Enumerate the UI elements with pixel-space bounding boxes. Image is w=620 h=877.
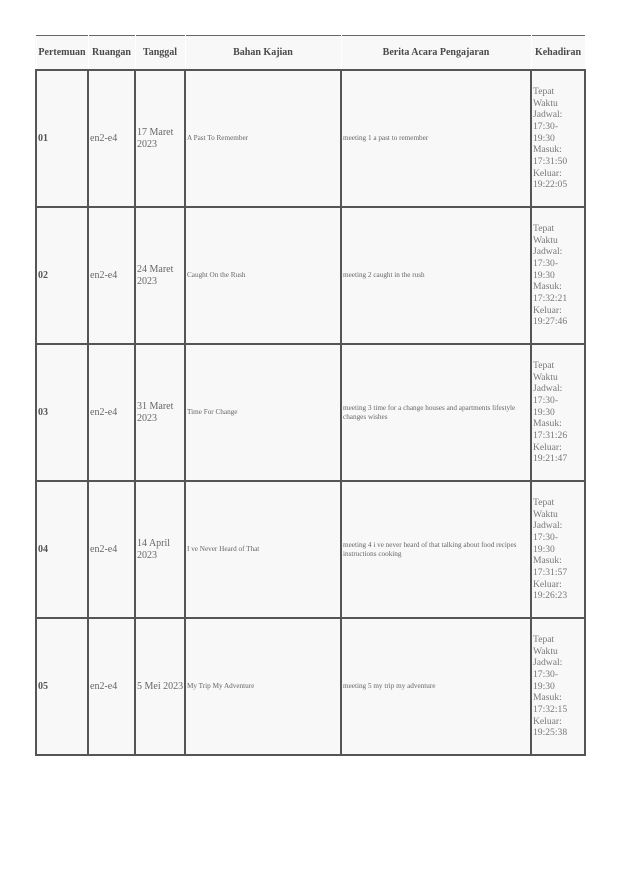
kehadiran-line: Jadwal: (533, 657, 563, 669)
cell-kehadiran (531, 481, 585, 618)
cell-pertemuan: 01 (36, 70, 88, 207)
kehadiran-line: 17:31:26 (533, 430, 568, 442)
cell-tanggal: 24 Maret 2023 (135, 207, 185, 344)
kehadiran-line: Jadwal: (533, 246, 563, 258)
kehadiran-line: 19:21:47 (533, 453, 568, 465)
header-bahan-kajian: Bahan Kajian (185, 36, 341, 71)
kehadiran-line: Keluar: (533, 715, 562, 727)
cell-berita-acara: meeting 4 i ve never heard of that talking about food recipes instructions cooking (341, 481, 531, 618)
cell-bahan-kajian: My Trip My Adventure (185, 618, 341, 755)
kehadiran-line: Tepat (533, 222, 555, 234)
kehadiran-line: 17:30- (533, 120, 559, 132)
kehadiran-line: 19:22:05 (533, 179, 568, 191)
cell-kehadiran (531, 70, 585, 207)
cell-tanggal: 17 Maret 2023 (135, 70, 185, 207)
table-row (36, 207, 585, 344)
kehadiran-line: Waktu (533, 508, 558, 520)
kehadiran-line: Keluar: (533, 304, 562, 316)
kehadiran-line: Jadwal: (533, 383, 563, 395)
kehadiran-line: Masuk: (533, 692, 562, 704)
cell-bahan-kajian: Caught On the Rush (185, 207, 341, 344)
kehadiran-line: 19:30 (533, 680, 555, 692)
kehadiran-line: Tepat (533, 496, 555, 508)
cell-berita-acara: meeting 3 time for a change houses and apartments lifestyle changes wishes (341, 344, 531, 481)
cell-pertemuan: 03 (36, 344, 88, 481)
kehadiran-line: Waktu (533, 645, 558, 657)
kehadiran-line: Waktu (533, 97, 558, 109)
cell-ruangan: en2-e4 (88, 344, 135, 481)
kehadiran-line: 19:25:38 (533, 727, 568, 739)
cell-pertemuan: 02 (36, 207, 88, 344)
kehadiran-line: Waktu (533, 234, 558, 246)
header-row (36, 36, 585, 71)
kehadiran-line: 19:30 (533, 543, 555, 555)
cell-pertemuan: 04 (36, 481, 88, 618)
cell-pertemuan: 05 (36, 618, 88, 755)
cell-tanggal: 31 Maret 2023 (135, 344, 185, 481)
kehadiran-line: Masuk: (533, 281, 562, 293)
kehadiran-line: 17:30- (533, 668, 559, 680)
kehadiran-line: Tepat (533, 633, 555, 645)
cell-bahan-kajian: I ve Never Heard of That (185, 481, 341, 618)
kehadiran-line: Tepat (533, 359, 555, 371)
kehadiran-line: Tepat (533, 85, 555, 97)
kehadiran-line: 17:32:21 (533, 293, 568, 305)
cell-berita-acara: meeting 1 a past to remember (341, 70, 531, 207)
kehadiran-line: Masuk: (533, 418, 562, 430)
kehadiran-line: Waktu (533, 371, 558, 383)
table-body (36, 70, 585, 755)
kehadiran-line: Keluar: (533, 167, 562, 179)
kehadiran-line: 17:30- (533, 257, 559, 269)
header-ruangan: Ruangan (88, 36, 135, 71)
cell-kehadiran (531, 344, 585, 481)
cell-berita-acara: meeting 5 my trip my adventure (341, 618, 531, 755)
table-row (36, 481, 585, 618)
header-tanggal: Tanggal (135, 36, 185, 71)
table-row (36, 344, 585, 481)
header-berita-acara: Berita Acara Pengajaran (341, 36, 531, 71)
kehadiran-line: Masuk: (533, 144, 562, 156)
cell-tanggal: 14 April 2023 (135, 481, 185, 618)
cell-bahan-kajian: Time For Change (185, 344, 341, 481)
kehadiran-line: Jadwal: (533, 109, 563, 121)
table-row (36, 70, 585, 207)
kehadiran-line: Jadwal: (533, 520, 563, 532)
kehadiran-line: Masuk: (533, 555, 562, 567)
cell-berita-acara: meeting 2 caught in the rush (341, 207, 531, 344)
kehadiran-line: 17:31:50 (533, 156, 568, 168)
kehadiran-line: Keluar: (533, 578, 562, 590)
cell-kehadiran (531, 618, 585, 755)
cell-kehadiran (531, 207, 585, 344)
cell-ruangan: en2-e4 (88, 481, 135, 618)
kehadiran-line: 17:30- (533, 531, 559, 543)
document-page (35, 35, 585, 877)
header-pertemuan: Pertemuan (36, 36, 88, 71)
cell-tanggal: 5 Mei 2023 (135, 618, 185, 755)
kehadiran-line: 19:30 (533, 132, 555, 144)
kehadiran-line: 19:26:23 (533, 590, 568, 602)
cell-ruangan: en2-e4 (88, 70, 135, 207)
kehadiran-line: 19:30 (533, 406, 555, 418)
kehadiran-line: 17:31:57 (533, 567, 568, 579)
teaching-schedule-table (35, 35, 586, 756)
cell-bahan-kajian: A Past To Remember (185, 70, 341, 207)
kehadiran-line: 19:27:46 (533, 316, 568, 328)
header-kehadiran: Kehadiran (531, 36, 585, 71)
kehadiran-line: Keluar: (533, 441, 562, 453)
kehadiran-line: 17:32:15 (533, 704, 568, 716)
kehadiran-line: 17:30- (533, 394, 559, 406)
table-row (36, 618, 585, 755)
cell-ruangan: en2-e4 (88, 207, 135, 344)
kehadiran-line: 19:30 (533, 269, 555, 281)
cell-ruangan: en2-e4 (88, 618, 135, 755)
table-header (36, 36, 585, 71)
